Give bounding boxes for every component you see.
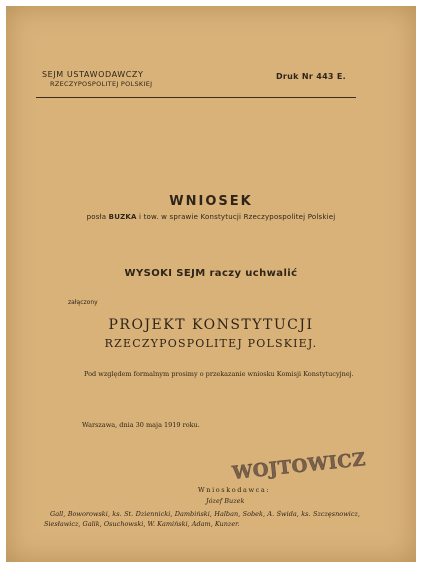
header-rule xyxy=(36,97,356,98)
document-subtitle xyxy=(6,213,416,221)
header-organization xyxy=(42,70,152,88)
org-line-1: SEJM USTAWODAWCZY xyxy=(42,70,144,79)
body-paragraph: Pod względem formalnym prosimy o przekazanie wniosku Komisji Konstytucyjnej. xyxy=(84,370,354,378)
lead-signatory: Józef Buzek xyxy=(206,497,245,505)
date-line: Warszawa, dnia 30 maja 1919 roku. xyxy=(82,421,200,429)
document-page xyxy=(6,6,416,562)
subtitle-prefix: posła xyxy=(86,213,109,221)
org-line-2: RZECZYPOSPOLITEJ POLSKIEJ xyxy=(50,80,153,88)
resolution-heading: WYSOKI SEJM raczy uchwalić xyxy=(124,268,298,279)
project-title: PROJEKT KONSTYTUCJI xyxy=(108,317,314,333)
subtitle-name: BUZKA xyxy=(108,213,137,221)
project-subtitle: RZECZYPOSPOLITEJ POLSKIEJ. xyxy=(104,337,318,350)
signatures-label: Wnioskodawca: xyxy=(198,486,271,494)
print-number: Druk Nr 443 E. xyxy=(275,72,346,81)
signatory-names: Gall, Boworowski, ks. St. Dziennicki, Dambiński, Halban, Sobek, A. Świda, ks. Szczęsnowicz, Siesławicz, Galik, Osuchowski, W. Kamiński, Adam, Kunzer. xyxy=(44,510,360,529)
watermark-stamp: WOJTOWICZ xyxy=(231,449,367,484)
document-title: WNIOSEK xyxy=(169,194,253,209)
subtitle-suffix: i tow. w sprawie Konstytucji Rzeczypospolitej Polskiej xyxy=(136,213,336,221)
attached-label: załączony xyxy=(68,299,98,306)
